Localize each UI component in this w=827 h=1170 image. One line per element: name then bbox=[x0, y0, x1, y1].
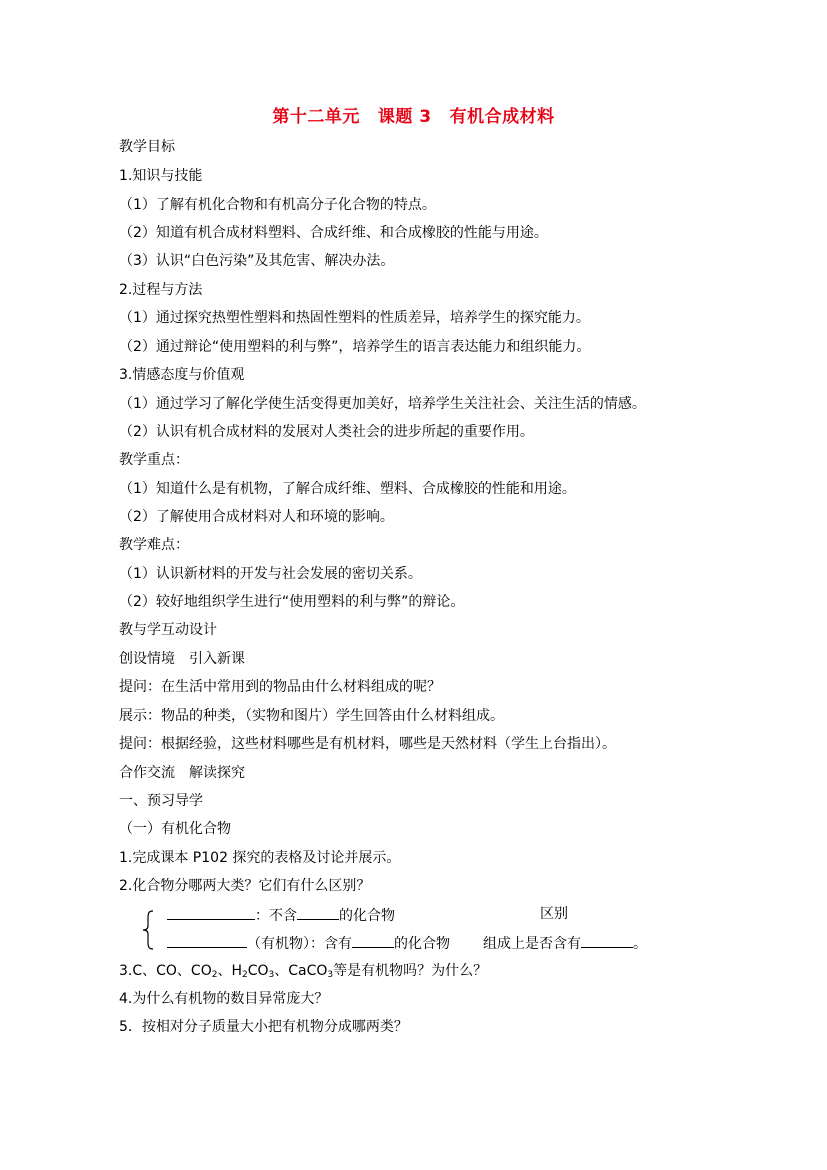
text-line: 提问：根据经验，这些材料哪些是有机材料，哪些是天然材料（学生上台指出）。 bbox=[119, 736, 616, 752]
text-line: （2）认识有机合成材料的发展对人类社会的进步所起的重要作用。 bbox=[119, 424, 534, 440]
heading-organic-compounds: （一）有机化合物 bbox=[119, 821, 231, 837]
text-line: （1）通过学习了解化学使生活变得更加美好，培养学生关注社会、关注生活的情感。 bbox=[119, 396, 646, 412]
text-line: （1）通过探究热塑性塑料和热固性塑料的性质差异，培养学生的探究能力。 bbox=[119, 310, 590, 326]
heading-teaching-goals: 教学目标 bbox=[119, 139, 175, 155]
heading-attitude-values: 3.情感态度与价值观 bbox=[119, 367, 245, 383]
heading-create-situation: 创设情境 引入新课 bbox=[119, 651, 245, 667]
text-line: 提问：在生活中常用到的物品由什么材料组成的呢？ bbox=[119, 679, 441, 695]
text-line: 2.化合物分哪两大类？它们有什么区别？ bbox=[119, 878, 371, 894]
heading-preview: 一、预习导学 bbox=[119, 793, 203, 809]
heading-interaction-design: 教与学互动设计 bbox=[119, 622, 217, 638]
answer-blank[interactable] bbox=[167, 905, 255, 920]
classify-row-1: ：不含 的化合物 bbox=[167, 905, 395, 925]
heading-difficult-points: 教学难点： bbox=[119, 537, 189, 553]
curly-brace-icon bbox=[141, 910, 159, 950]
heading-process-methods: 2.过程与方法 bbox=[119, 282, 203, 298]
text-line: 1.完成课本 P102 探究的表格及讨论并展示。 bbox=[119, 850, 401, 866]
text-line: （2）较好地组织学生进行“使用塑料的利与弊”的辩论。 bbox=[119, 594, 465, 610]
text-line: （2）知道有机合成材料塑料、合成纤维、和合成橡胶的性能与用途。 bbox=[119, 225, 548, 241]
classify-row-2: （有机物）：含有 的化合物 bbox=[167, 933, 450, 953]
title-unit: 第十二单元 bbox=[272, 107, 360, 127]
title-name: 有机合成材料 bbox=[449, 107, 555, 127]
heading-knowledge-skills: 1.知识与技能 bbox=[119, 168, 203, 184]
text-line: （2）了解使用合成材料对人和环境的影响。 bbox=[119, 509, 394, 525]
heading-key-points: 教学重点： bbox=[119, 452, 189, 468]
question-5: 5．按相对分子质量大小把有机物分成哪两类？ bbox=[119, 1019, 408, 1035]
text-line: （2）通过辩论“使用塑料的利与弊”，培养学生的语言表达能力和组织能力。 bbox=[119, 339, 591, 355]
answer-blank[interactable] bbox=[297, 905, 339, 920]
classify-difference-label: 区别 bbox=[540, 906, 568, 922]
text-line: （1）了解有机化合物和有机高分子化合物的特点。 bbox=[119, 197, 436, 213]
text-line: （1）认识新材料的开发与社会发展的密切关系。 bbox=[119, 566, 422, 582]
page-title bbox=[0, 102, 827, 127]
question-4: 4.为什么有机物的数目异常庞大？ bbox=[119, 991, 329, 1007]
text-line: 展示：物品的种类，（实物和图片）学生回答由什么材料组成。 bbox=[119, 708, 504, 724]
question-3: 3.C、CO、$CO_2$、$H_2CO_3$、CaCO$_3$等是有机物吗？为什么？ bbox=[119, 963, 488, 980]
answer-blank[interactable] bbox=[352, 933, 394, 948]
title-lesson: 课题 3 bbox=[377, 107, 432, 127]
heading-cooperation: 合作交流 解读探究 bbox=[119, 765, 245, 781]
text-line: （1）知道什么是有机物，了解合成纤维、塑料、合成橡胶的性能和用途。 bbox=[119, 481, 576, 497]
answer-blank[interactable] bbox=[581, 933, 633, 948]
answer-blank[interactable] bbox=[167, 933, 247, 948]
classify-row-2-right: 组成上是否含有 。 bbox=[483, 933, 647, 953]
text-line: （3）认识“白色污染”及其危害、解决办法。 bbox=[119, 253, 395, 269]
